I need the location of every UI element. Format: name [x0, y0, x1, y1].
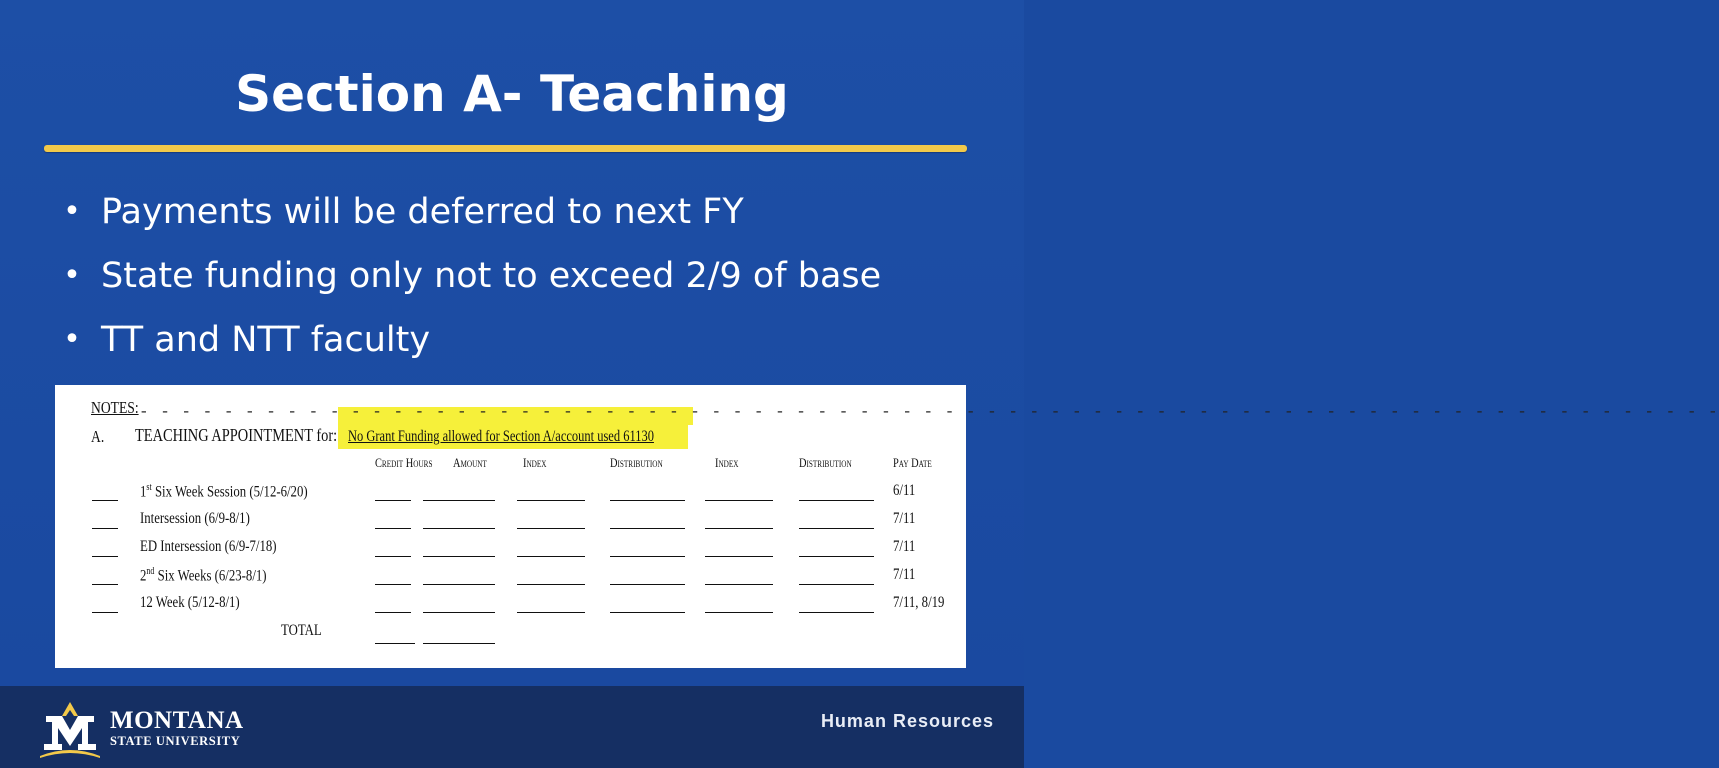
department-label: Human Resources	[820, 711, 994, 731]
checkbox-blank-line	[92, 500, 118, 501]
total-label: TOTAL	[281, 622, 322, 639]
total-blank-line	[423, 643, 495, 644]
fill-in-blank-line	[375, 528, 411, 529]
fill-in-blank-line	[423, 556, 495, 557]
row-label: 12 Week (5/12-8/1)	[140, 594, 240, 611]
fill-in-blank-line	[517, 612, 585, 613]
col-index-2: Index	[715, 455, 739, 470]
checkbox-blank-line	[92, 612, 118, 613]
row-pay-date: 6/11	[893, 482, 916, 499]
fill-in-blank-line	[517, 584, 585, 585]
fill-in-blank-line	[705, 584, 773, 585]
fill-in-blank-line	[799, 528, 874, 529]
fill-in-blank-line	[610, 556, 685, 557]
row-pay-date: 7/11	[893, 566, 916, 583]
total-blank-line	[375, 643, 415, 644]
logo-subtitle: STATE UNIVERSITY	[110, 734, 241, 748]
section-letter: A.	[91, 427, 105, 446]
form-excerpt-image	[55, 385, 1719, 668]
col-pay-date: Pay Date	[893, 455, 932, 470]
row-label: ED Intersession (6/9-7/18)	[140, 538, 277, 555]
teaching-appointment-label: TEACHING APPOINTMENT for:	[135, 425, 338, 445]
checkbox-blank-line	[92, 584, 118, 585]
bullet-text: TT and NTT faculty	[101, 320, 431, 360]
col-index: Index	[523, 455, 547, 470]
logo-wordmark: MONTANA	[110, 707, 244, 734]
bullet-item	[60, 244, 980, 308]
fill-in-blank-line	[799, 612, 874, 613]
col-credit-hours: Credit Hours	[375, 455, 433, 470]
col-amount: Amount	[453, 455, 487, 470]
bullet-icon: •	[63, 322, 81, 357]
checkbox-blank-line	[92, 528, 118, 529]
fill-in-blank-line	[517, 528, 585, 529]
fill-in-blank-line	[375, 500, 411, 501]
col-distribution: Distribution	[610, 455, 663, 470]
title-underline	[44, 145, 967, 152]
fill-in-blank-line	[517, 500, 585, 501]
fill-in-blank-line	[610, 612, 685, 613]
bullet-item	[60, 180, 980, 244]
row-pay-date: 7/11, 8/19	[893, 594, 945, 611]
notes-label: NOTES:	[91, 398, 139, 417]
fill-in-blank-line	[423, 612, 495, 613]
col-distribution-2: Distribution	[799, 455, 852, 470]
bullet-list	[60, 180, 980, 372]
notes-dashed-line: - - - - - - - - - - - - - - - - - - - - - - - - - - - - - - - - - - - - - - - - - - - - - - - - - - - - - - - - - - - - - - - - - - - - - - - - - - -	[139, 403, 1719, 421]
bullet-icon: •	[63, 258, 81, 293]
fill-in-blank-line	[610, 584, 685, 585]
fill-in-blank-line	[705, 612, 773, 613]
row-label: Intersession (6/9-8/1)	[140, 510, 250, 527]
fill-in-blank-line	[423, 584, 495, 585]
bullet-text: State funding only not to exceed 2/9 of base	[101, 256, 882, 296]
fill-in-blank-line	[799, 556, 874, 557]
fill-in-blank-line	[705, 556, 773, 557]
row-label: 1st Six Week Session (5/12-6/20)	[140, 482, 308, 501]
fill-in-blank-line	[799, 500, 874, 501]
slide-title: Section A- Teaching	[235, 65, 789, 123]
fill-in-blank-line	[375, 556, 411, 557]
fill-in-blank-line	[423, 500, 495, 501]
msu-mountain-m-icon	[38, 700, 102, 760]
fill-in-blank-line	[375, 584, 411, 585]
fill-in-blank-line	[799, 584, 874, 585]
row-label: 2nd Six Weeks (6/23-8/1)	[140, 566, 267, 585]
bullet-icon: •	[63, 194, 81, 229]
bullet-text: Payments will be deferred to next FY	[101, 192, 744, 232]
fill-in-blank-line	[517, 556, 585, 557]
fill-in-blank-line	[610, 500, 685, 501]
fill-in-blank-line	[423, 528, 495, 529]
footer-bar	[0, 686, 1024, 768]
bullet-item	[60, 308, 980, 372]
row-pay-date: 7/11	[893, 510, 916, 527]
no-grant-notice: No Grant Funding allowed for Section A/account used 61130	[348, 428, 654, 445]
fill-in-blank-line	[610, 528, 685, 529]
fill-in-blank-line	[375, 612, 411, 613]
fill-in-blank-line	[705, 528, 773, 529]
row-pay-date: 7/11	[893, 538, 916, 555]
fill-in-blank-line	[705, 500, 773, 501]
checkbox-blank-line	[92, 556, 118, 557]
